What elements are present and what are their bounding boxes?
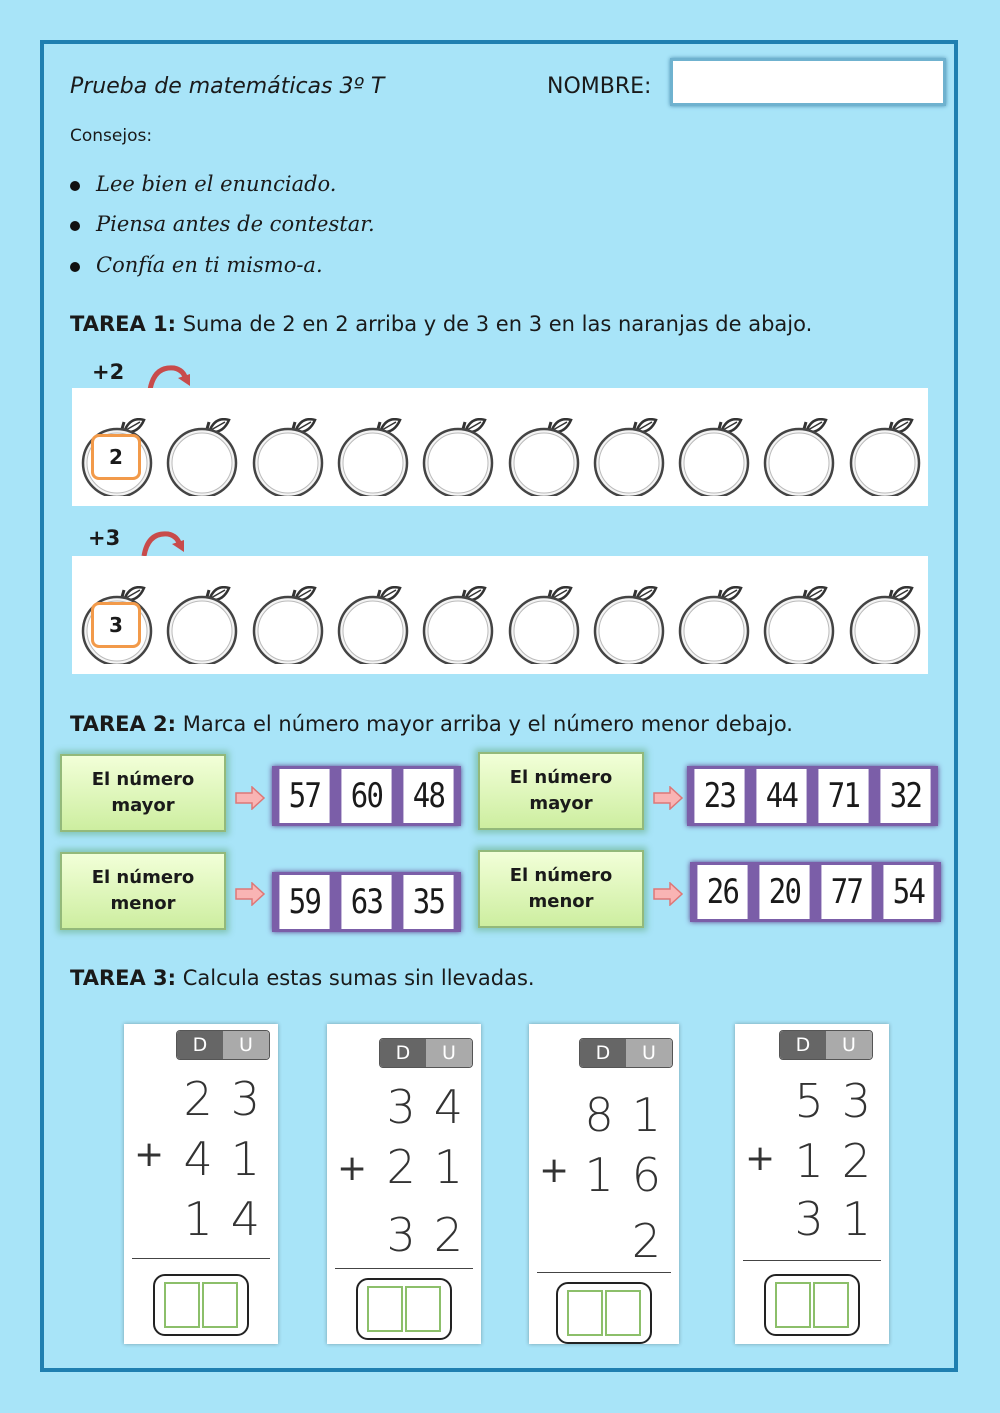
orange[interactable] [760,418,838,496]
label-menor: El número menor [60,852,226,930]
number-card[interactable]: 48 [403,769,453,823]
orange-icon [675,418,753,496]
orange-icon [505,418,583,496]
number-card[interactable]: 26 [697,865,747,919]
start-number: 3 [91,602,141,648]
task2-heading: TAREA 2: Marca el número mayor arriba y el número menor debajo. [70,712,793,736]
right-arrow-icon [234,882,266,906]
answer-box [153,1274,249,1336]
number-set-mayor-1 [272,766,461,826]
addend-b: 16 [584,1148,679,1202]
addend-c: 14 [183,1192,278,1246]
orange[interactable] [419,586,497,664]
orange-row-plus2 [72,388,928,506]
addend-c: 2 [631,1214,679,1268]
orange-icon [675,586,753,664]
orange-icon [163,418,241,496]
orange [78,586,156,664]
addend-b: 41 [183,1132,278,1186]
sum-line [743,1260,881,1261]
sum-card [529,1024,679,1344]
right-arrow-icon [652,882,684,906]
orange-row-plus3 [72,556,928,674]
orange[interactable] [505,418,583,496]
tip-item: Piensa antes de contestar. [70,212,375,236]
answer-units-input[interactable] [813,1282,849,1328]
addend-c: 32 [386,1208,481,1262]
page-title: Prueba de matemáticas 3º T [70,74,385,99]
answer-units-input[interactable] [605,1290,641,1336]
du-header [379,1038,473,1068]
orange[interactable] [590,586,668,664]
du-d: D [177,1031,223,1059]
orange-icon [590,418,668,496]
task1-heading: TAREA 1: Suma de 2 en 2 arriba y de 3 en 3 en las naranjas de abajo. [70,312,813,336]
number-card[interactable]: 35 [403,875,453,929]
orange-icon [249,418,327,496]
orange[interactable] [249,586,327,664]
answer-box [556,1282,652,1344]
orange-icon [846,586,924,664]
addend-b: 12 [794,1134,889,1188]
start-number: 2 [91,434,141,480]
addend-a: 34 [386,1080,481,1134]
orange[interactable] [760,586,838,664]
bullet-icon [70,181,80,191]
sum-line [335,1268,473,1269]
step-label-plus2: +2 [92,360,125,384]
plus-sign: + [134,1134,165,1175]
orange-icon [249,586,327,664]
answer-box [764,1274,860,1336]
number-card[interactable]: 54 [883,865,933,919]
tips-label: Consejos: [70,126,153,146]
number-card[interactable]: 57 [279,769,329,823]
du-d: D [780,1031,826,1059]
label-mayor: El número mayor [60,754,226,832]
orange-icon [846,418,924,496]
answer-tens-input[interactable] [775,1282,811,1328]
du-header [779,1030,873,1060]
addend-a: 53 [794,1074,889,1128]
du-header [579,1038,673,1068]
task3-heading: TAREA 3: Calcula estas sumas sin llevadas. [70,966,535,990]
plus-sign: + [539,1150,570,1191]
number-card[interactable]: 20 [759,865,809,919]
orange-icon [590,586,668,664]
sum-line [537,1272,671,1273]
orange-icon [760,418,838,496]
du-u: U [426,1039,472,1067]
orange[interactable] [846,418,924,496]
orange[interactable] [419,418,497,496]
orange [78,418,156,496]
number-card[interactable]: 77 [821,865,871,919]
sum-card [327,1024,481,1344]
step-label-plus3: +3 [88,526,121,550]
tip-item: Confía en ti mismo-a. [70,253,323,277]
orange[interactable] [675,418,753,496]
plus-sign: + [745,1138,776,1179]
orange-icon [419,586,497,664]
orange-icon [334,586,412,664]
worksheet [40,40,958,1372]
du-d: D [580,1039,626,1067]
answer-tens-input[interactable] [367,1286,403,1332]
addend-b: 21 [386,1140,481,1194]
number-card[interactable]: 32 [880,769,930,823]
sum-card [124,1024,278,1344]
plus-sign: + [337,1148,368,1189]
orange[interactable] [505,586,583,664]
label-menor: El número menor [478,850,644,928]
sum-line [132,1258,270,1259]
answer-units-input[interactable] [202,1282,238,1328]
orange[interactable] [675,586,753,664]
orange[interactable] [334,586,412,664]
number-set-mayor-2 [687,766,938,826]
orange-icon [760,586,838,664]
orange[interactable] [249,418,327,496]
orange[interactable] [846,586,924,664]
number-card[interactable]: 23 [694,769,744,823]
du-u: U [826,1031,872,1059]
number-card[interactable]: 44 [756,769,806,823]
orange[interactable] [334,418,412,496]
du-header [176,1030,270,1060]
bullet-icon [70,262,80,272]
du-d: D [380,1039,426,1067]
number-card[interactable]: 71 [818,769,868,823]
orange-icon [334,418,412,496]
answer-units-input[interactable] [405,1286,441,1332]
label-mayor: El número mayor [478,752,644,830]
answer-box [356,1278,452,1340]
orange[interactable] [163,418,241,496]
addend-a: 23 [183,1072,278,1126]
orange-icon [505,586,583,664]
addend-c: 31 [794,1192,889,1246]
number-card[interactable]: 63 [341,875,391,929]
addend-a: 81 [584,1088,679,1142]
number-set-menor-1 [272,872,461,932]
tip-item: Lee bien el enunciado. [70,172,336,196]
orange[interactable] [163,586,241,664]
orange[interactable] [590,418,668,496]
answer-tens-input[interactable] [567,1290,603,1336]
right-arrow-icon [234,786,266,810]
sum-card [735,1024,889,1344]
orange-icon [163,586,241,664]
name-input[interactable] [670,58,946,106]
number-card[interactable]: 60 [341,769,391,823]
orange-icon [419,418,497,496]
du-u: U [223,1031,269,1059]
right-arrow-icon [652,786,684,810]
du-u: U [626,1039,672,1067]
bullet-icon [70,221,80,231]
number-card[interactable]: 59 [279,875,329,929]
answer-tens-input[interactable] [164,1282,200,1328]
number-set-menor-2 [690,862,941,922]
name-label: NOMBRE: [547,74,652,99]
